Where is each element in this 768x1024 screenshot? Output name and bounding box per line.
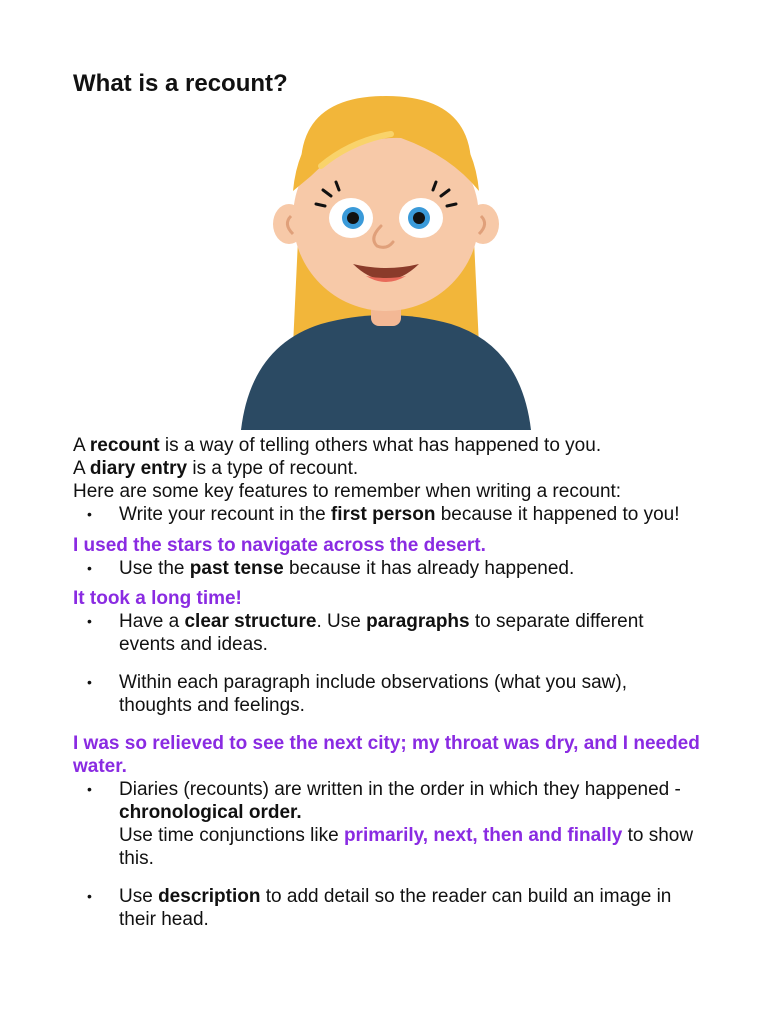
example-sentence: I was so relieved to see the next city; my throat was dry, and I needed water. [73, 733, 700, 777]
intro-line-2: A diary entry is a type of recount. [73, 458, 359, 479]
list-item: • Diaries (recounts) are written in the order in which they happened - chronological order. Use time conjunctions like primarily, next, then and finally to show this. [73, 778, 703, 870]
example-sentence: I used the stars to navigate across the desert. [73, 535, 486, 556]
list-item: • Within each paragraph include observations (what you saw), thoughts and feelings. [73, 671, 703, 717]
recount-body [73, 434, 703, 931]
features-list-2 [73, 557, 703, 580]
example-sentence: It took a long time! [73, 588, 242, 609]
intro-line-3: Here are some key features to remember when writing a recount: [73, 481, 622, 502]
list-item: • Use description to add detail so the reader can build an image in their head. [73, 885, 703, 931]
list-item: • Have a clear structure. Use paragraphs to separate different events and ideas. [73, 610, 703, 656]
features-list-1 [73, 503, 703, 526]
features-list-4 [73, 778, 703, 931]
list-item: • Use the past tense because it has already happened. [73, 557, 703, 580]
intro-line-1: A recount is a way of telling others what has happened to you. [73, 435, 602, 456]
shirt [241, 315, 531, 430]
page-title: What is a recount? [73, 70, 288, 97]
list-item: • Write your recount in the first person because it happened to you! [73, 503, 703, 526]
features-list-3 [73, 610, 703, 717]
girl-illustration [241, 96, 531, 430]
